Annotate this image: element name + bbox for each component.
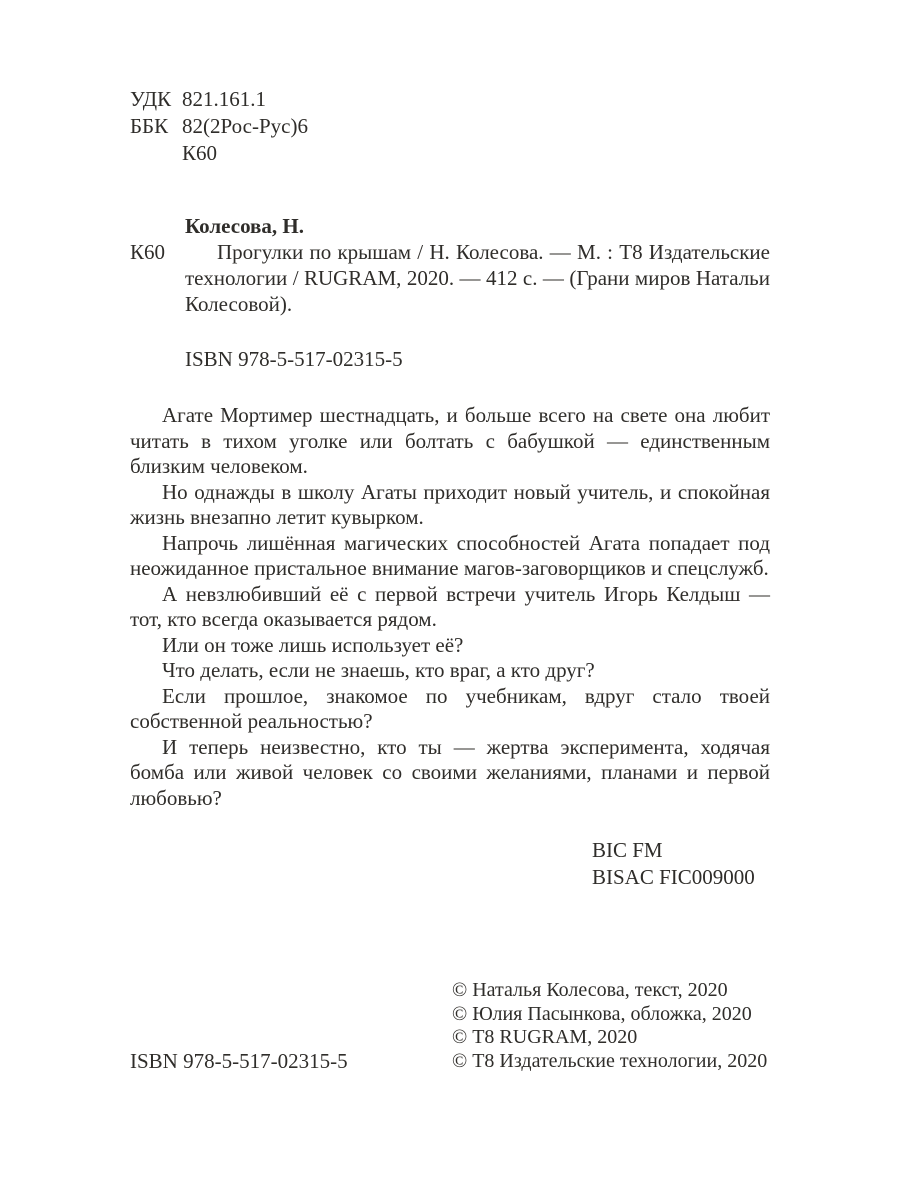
copyright-line: © Наталья Колесова, текст, 2020 xyxy=(452,979,728,1001)
bisac-code: BISAC FIC009000 xyxy=(592,865,755,889)
annotation-paragraph: Что делать, если не знаешь, кто враг, а кто друг? xyxy=(162,658,595,682)
annotation-paragraph: Если прошлое, знакомое по учебникам, вдруг стало твоей собственной реальностью? xyxy=(130,683,770,733)
trade-classification-block xyxy=(592,837,770,891)
udk-line xyxy=(130,86,770,113)
annotation-block xyxy=(130,403,770,811)
copyright-line: © Юлия Пасынкова, обложка, 2020 xyxy=(452,1002,752,1025)
bibliographic-description: Прогулки по крышам / Н. Колесова. — М. : Т8 Издательские технологии / RUGRAM, 2020. — 412 с. — (Грани миров Натальи Колесовой). xyxy=(185,240,770,316)
annotation-paragraph: Но однажды в школу Агаты приходит новый учитель, и спокойная жизнь внезапно летит кувырком. xyxy=(130,479,770,529)
author-name: Колесова, Н. xyxy=(185,214,304,238)
annotation-paragraph: А невзлюбивший её с первой встречи учитель Игорь Келдыш — тот, кто всегда оказывается рядом. xyxy=(130,581,770,631)
bbk-value: 82(2Рос-Рус)6 xyxy=(182,114,308,138)
author-sign-code: К60 xyxy=(182,141,218,165)
annotation-paragraph: Напрочь лишённая магических способностей Агата попадает под неожиданное пристальное внимание магов-заговорщиков и спецслужб. xyxy=(130,530,770,580)
catalog-card xyxy=(130,213,770,317)
bbk-label: ББК xyxy=(130,114,169,138)
bic-code: BIC FM xyxy=(592,838,663,862)
classification-codes-block xyxy=(130,0,770,167)
copyright-block xyxy=(452,979,767,1073)
bbk-line xyxy=(130,113,770,140)
annotation-paragraph: Или он тоже лишь использует её? xyxy=(162,632,464,657)
footer xyxy=(130,979,770,1073)
footer-isbn-number: ISBN 978-5-517-02315-5 xyxy=(130,1049,348,1073)
copyright-line: © Т8 RUGRAM, 2020 xyxy=(452,1026,638,1048)
isbn-number: ISBN 978-5-517-02315-5 xyxy=(185,347,403,371)
annotation-paragraph: И теперь неизвестно, кто ты — жертва эксперимента, ходячая бомба или живой человек со своими желаниями, планами и первой любовью? xyxy=(130,734,770,810)
udk-value: 821.161.1 xyxy=(182,87,266,111)
copyright-line: © Т8 Издательские технологии, 2020 xyxy=(452,1049,768,1072)
annotation-paragraph: Агате Мортимер шестнадцать, и больше всего на свете она любит читать в тихом уголке или болтать с бабушкой — единственным близким человеком. xyxy=(130,403,770,478)
catalog-card-code: К60 xyxy=(130,240,166,264)
udk-label: УДК xyxy=(130,87,172,111)
